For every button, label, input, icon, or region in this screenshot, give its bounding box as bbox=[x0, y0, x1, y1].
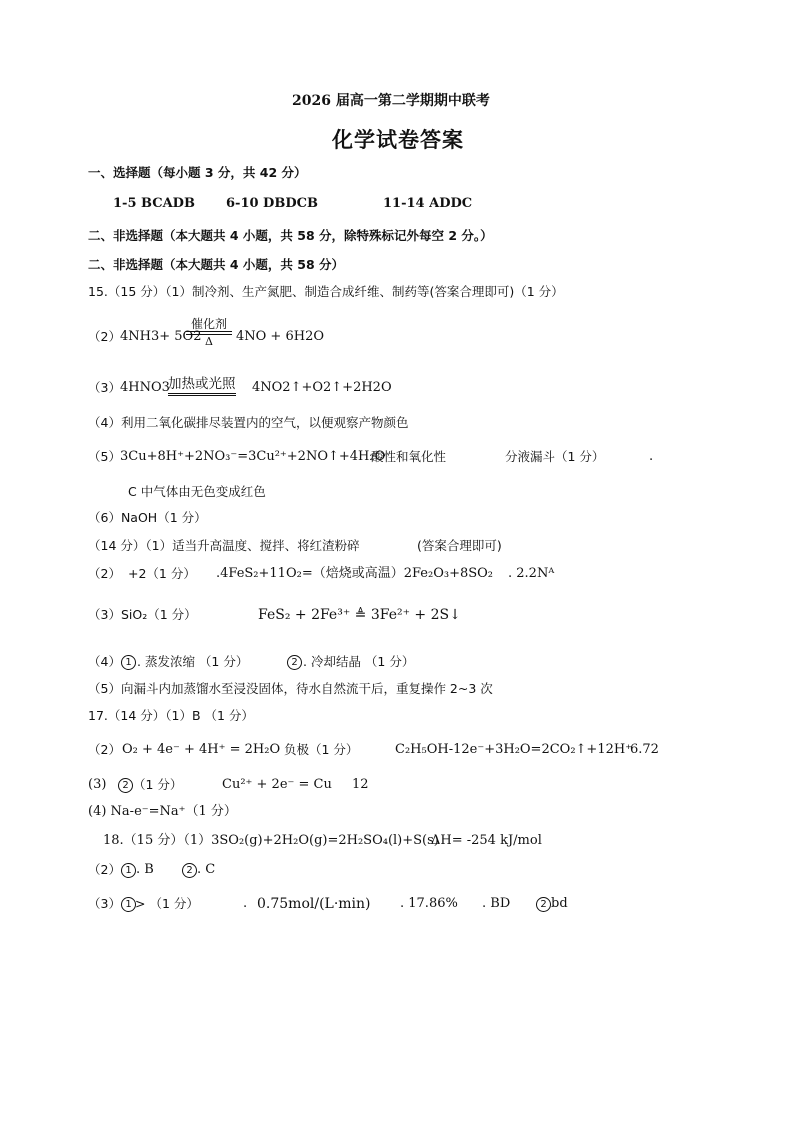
q16-part2-label: （2） bbox=[88, 566, 121, 581]
q18-part3-answer1: > （1 分） bbox=[135, 896, 199, 911]
q16-part2-answer2: .4FeS₂+11O₂=（焙烧或高温）2Fe₂O₃+8SO₂ bbox=[216, 566, 494, 581]
circled-number: 2 bbox=[287, 655, 302, 670]
circled-number: 2 bbox=[118, 778, 133, 793]
q18-part3-answer6: bd bbox=[551, 896, 568, 911]
q15-part6: （6）NaOH（1 分） bbox=[88, 510, 207, 525]
q18-part3-dot: . bbox=[243, 896, 248, 911]
q17-part2-label: （2） bbox=[88, 742, 121, 757]
circled-number: 2 bbox=[182, 863, 197, 878]
q16-part1-text: （14 分）（1）适当升高温度、搅拌、将红渣粉碎 bbox=[88, 538, 360, 553]
circled-two-icon bbox=[536, 895, 551, 913]
q17-part2-answer3: C₂H₅OH-12e⁻+3H₂O=2CO₂↑+12H⁺ bbox=[395, 742, 633, 757]
choice-answers-6-10: 6-10 DBDCB bbox=[226, 196, 318, 211]
q15-part2-lhs: 4NH3+ 5O2 bbox=[120, 329, 202, 344]
q15-part3-rhs: 4NO2↑+O2↑+2H2O bbox=[252, 380, 392, 395]
q15-part2-catalyst: 催化剂 bbox=[190, 317, 227, 331]
section-heading-nonchoice-b: 二、非选择题（本大题共 4 小题，共 58 分） bbox=[88, 257, 345, 272]
q16-part1-note: (答案合理即可) bbox=[417, 538, 502, 553]
q15-part3-lhs: 4HNO3 bbox=[120, 380, 170, 395]
circled-number: 1 bbox=[121, 897, 136, 912]
section-heading-nonchoice-a: 二、非选择题（本大题共 4 小题，共 58 分，除特殊标记外每空 2 分。） bbox=[88, 228, 493, 243]
circled-two-icon bbox=[287, 653, 302, 671]
q15-part5-label: （5） bbox=[88, 449, 121, 464]
q15-part2 bbox=[0, 317, 794, 356]
q15-part3-label: （3） bbox=[88, 380, 121, 395]
q15-part5-dot: . bbox=[649, 449, 654, 464]
q18-part2-answer2: . C bbox=[197, 862, 216, 877]
q17-part3-answer2: Cu²⁺ + 2e⁻ = Cu bbox=[222, 777, 332, 792]
q17-part2-equation: O₂ + 4e⁻ + 4H⁺ = 2H₂O bbox=[122, 742, 281, 757]
q15-part3-condition: 加热或光照 bbox=[168, 375, 236, 396]
q17-part1: 17.（14 分）（1）B （1 分） bbox=[88, 708, 254, 723]
q18-part2-answer1: . B bbox=[136, 862, 154, 877]
q16-part2-answer1: +2（1 分） bbox=[128, 566, 196, 581]
q16-part4-answer1: . 蒸发浓缩 （1 分） bbox=[137, 654, 249, 669]
choice-answers-11-14: 11-14 ADDC bbox=[383, 196, 473, 211]
q16-part2-answer3: . 2.2Nᴬ bbox=[508, 566, 555, 581]
q15-part4: （4）利用二氧化碳排尽装置内的空气，以便观察产物颜色 bbox=[88, 415, 409, 430]
q17-part3-answer3: 12 bbox=[352, 777, 369, 792]
paper-title: 化学试卷答案 bbox=[332, 128, 464, 152]
circled-two-icon bbox=[118, 776, 133, 794]
q17-part2-answer4: 6.72 bbox=[630, 742, 659, 757]
q17-part2-answer2: 负极（1 分） bbox=[284, 742, 359, 757]
circled-one-icon bbox=[121, 861, 136, 879]
q15-part1: 15.（15 分）（1）制冷剂、生产氮肥、制造合成纤维、制药等(答案合理即可)（1 分） bbox=[88, 284, 564, 299]
q17-part4: (4) Na-e⁻=Na⁺（1 分） bbox=[88, 804, 237, 819]
q15-part3 bbox=[0, 376, 794, 401]
q16-part3-label: （3）SiO₂（1 分） bbox=[88, 607, 197, 622]
q17-part3-label: (3) bbox=[88, 777, 107, 792]
q15-part2-heat: Δ bbox=[205, 335, 213, 348]
q15-part2-label: （2） bbox=[88, 329, 121, 344]
q18-part3-rate: 0.75mol/(L·min) bbox=[257, 896, 371, 912]
q16-part3-equation: FeS₂ + 2Fe³⁺ ≜ 3Fe²⁺ + 2S↓ bbox=[258, 607, 461, 623]
q15-part5-equation: 3Cu+8H⁺+2NO₃⁻=3Cu²⁺+2NO↑+4H₂O bbox=[120, 449, 386, 464]
q16-part4-label: （4） bbox=[88, 654, 121, 669]
q15-part5-answer4: C 中气体由无色变成红色 bbox=[128, 484, 266, 499]
q15-part5-answer2: 酸性和氧化性 bbox=[371, 449, 447, 464]
q17-part3-answer1: （1 分） bbox=[133, 777, 183, 792]
q18-part2-label: （2） bbox=[88, 862, 121, 877]
q16-part5: （5）向漏斗内加蒸馏水至浸没固体，待水自然流干后，重复操作 2~3 次 bbox=[88, 681, 493, 696]
q15-part2-rhs: 4NO + 6H2O bbox=[236, 329, 324, 344]
circled-number: 1 bbox=[121, 655, 136, 670]
q18-part3-label: （3） bbox=[88, 896, 121, 911]
choice-answers-1-5: 1-5 BCADB bbox=[113, 196, 195, 211]
circled-one-icon bbox=[121, 895, 136, 913]
q18-part3-answer5: . BD bbox=[482, 896, 511, 911]
q18-part1-enthalpy: ΔH= -254 kJ/mol bbox=[431, 833, 542, 848]
exam-title: 2026 届高一第二学期期中联考 bbox=[292, 93, 490, 109]
section-heading-choice: 一、选择题（每小题 3 分，共 42 分） bbox=[88, 165, 307, 180]
q15-part2-condition bbox=[186, 317, 232, 348]
q18-part3-answer4: . 17.86% bbox=[400, 896, 458, 911]
circled-two-icon bbox=[182, 861, 197, 879]
q15-part5-answer3: 分液漏斗（1 分） bbox=[505, 449, 605, 464]
q18-part1-text: 18.（15 分）（1）3SO₂(g)+2H₂O(g)=2H₂SO₄(l)+S(s) bbox=[103, 833, 439, 848]
circled-number: 2 bbox=[536, 897, 551, 912]
circled-one-icon bbox=[121, 653, 136, 671]
circled-number: 1 bbox=[121, 863, 136, 878]
q16-part4-answer2: . 冷却结晶 （1 分） bbox=[303, 654, 415, 669]
